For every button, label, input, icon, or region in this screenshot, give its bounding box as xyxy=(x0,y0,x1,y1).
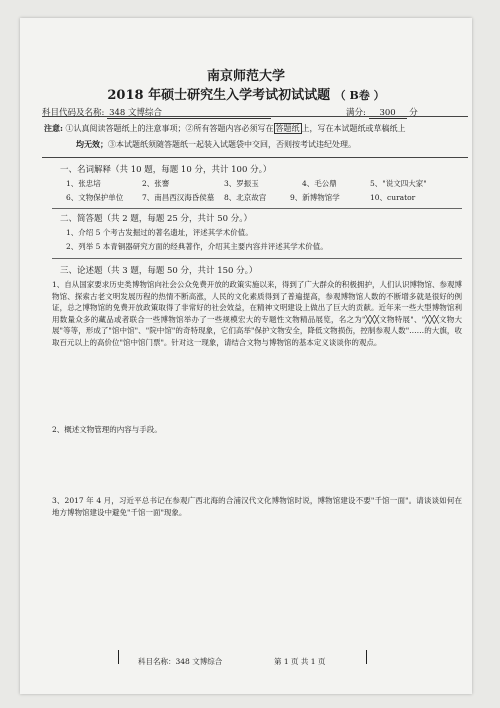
answer-sheet-box: 答题纸 xyxy=(275,124,300,133)
term-9: 9、新博物馆学 xyxy=(290,193,340,202)
footer-subject: 科目名称：348 文博综合 xyxy=(138,657,223,666)
corner-mark-right xyxy=(366,650,367,664)
exam-title-text: 2018 年硕士研究生入学考试初试试题 xyxy=(107,88,331,103)
term-6: 6、文物保护单位 xyxy=(66,193,124,202)
term-3: 3、罗振玉 xyxy=(224,179,259,188)
term-8: 8、北京故宫 xyxy=(224,193,267,202)
term-10: 10、curator xyxy=(370,193,416,202)
footer-page: 第 1 页 共 1 页 xyxy=(274,657,326,666)
score-label: 满分: xyxy=(346,108,366,118)
corner-mark-left xyxy=(118,650,119,664)
term-4: 4、毛公鼎 xyxy=(302,179,337,188)
notice-label: 注意: xyxy=(44,123,63,133)
section-1-heading: 一、名词解释（共 10 题，每题 10 分，共计 100 分。） xyxy=(60,165,272,175)
notice-text-1b: 上，写在本试题纸或草稿纸上 xyxy=(301,124,406,133)
term-1: 1、张忠培 xyxy=(66,179,101,188)
short-answer-q1: 1、介绍 5 个考古发掘过的著名遗址，评述其学术价值。 xyxy=(66,228,253,237)
subject-value: 348 文博综合 xyxy=(107,106,271,119)
term-2: 2、张謇 xyxy=(142,179,170,188)
section-divider-1 xyxy=(52,208,462,209)
exam-title xyxy=(20,84,472,103)
score-unit: 分 xyxy=(409,108,418,118)
short-answer-q2: 2、列举 5 本青铜器研究方面的经典著作，介绍其主要内容并评述其学术价值。 xyxy=(66,242,328,251)
essay-q2: 2、概述文物管理的内容与手段。 xyxy=(52,425,162,434)
notice-text-2b: ③本试题纸须随答题纸一起装入试题袋中交回，否则按考试违纪处理。 xyxy=(108,140,356,149)
notice-text-2a: 均无效； xyxy=(76,139,108,149)
term-7: 7、南昌西汉海昏侯墓 xyxy=(142,193,215,202)
exam-paper-sheet xyxy=(20,18,472,694)
section-3-heading: 三、论述题（共 3 题，每题 50 分，共计 150 分。） xyxy=(60,266,258,276)
subject-label: 科目代码及名称: xyxy=(42,108,105,118)
paper-version: （ B卷 ） xyxy=(334,89,385,102)
notice-line-2 xyxy=(76,139,356,150)
essay-q1: 1、自从国家要求历史类博物馆向社会公众免费开放的政策实施以来，得到了广大群众的积极拥护，人们认识博物馆、参观博物馆、探索古老文明发展历程的热情不断高涨，人民的文化素质得到了普遍提高，参观博物馆人数的不断增多就是很好的例证，总之博物馆的免费开放政策取得了非常好的社会效益，在精神文明建设上做出了巨大的贡献。近年来一些大型博物馆利用数量众多的藏品或者联合一些博物馆举办了一些规模宏大的专题性文物精品展览，名之为"╳╳╳文物特展"、"╳╳╳文物大展"等等，形成了"馆中馆"、"院中馆"的奇特现象，它们高举"保护文物安全，降低文物损伤，控制参观人数"……的大旗，收取百元以上的高价位"馆中馆门票"。针对这一现象，请结合文物与博物馆的基本定义谈谈你的观点。 xyxy=(52,280,462,347)
university-name: 南京师范大学 xyxy=(206,69,285,84)
section-divider-2 xyxy=(52,258,462,259)
notice-box xyxy=(42,116,468,158)
notice-text-1a: ①认真阅读答题纸上的注意事项；②所有答题内容必须写在 xyxy=(65,124,274,133)
section-2-heading: 二、简答题（共 2 题，每题 25 分，共计 50 分。） xyxy=(60,214,253,224)
essay-q3: 3、2017 年 4 月，习近平总书记在参观广西北海的合浦汉代文化博物馆时说，博物馆建设不要"千馆一面"。请谈谈如何在地方博物馆建设中避免"千馆一面"现象。 xyxy=(52,496,462,517)
term-5: 5、"说文四大家" xyxy=(370,179,427,188)
notice-line-1 xyxy=(44,123,406,134)
score-value: 300 xyxy=(369,108,407,119)
